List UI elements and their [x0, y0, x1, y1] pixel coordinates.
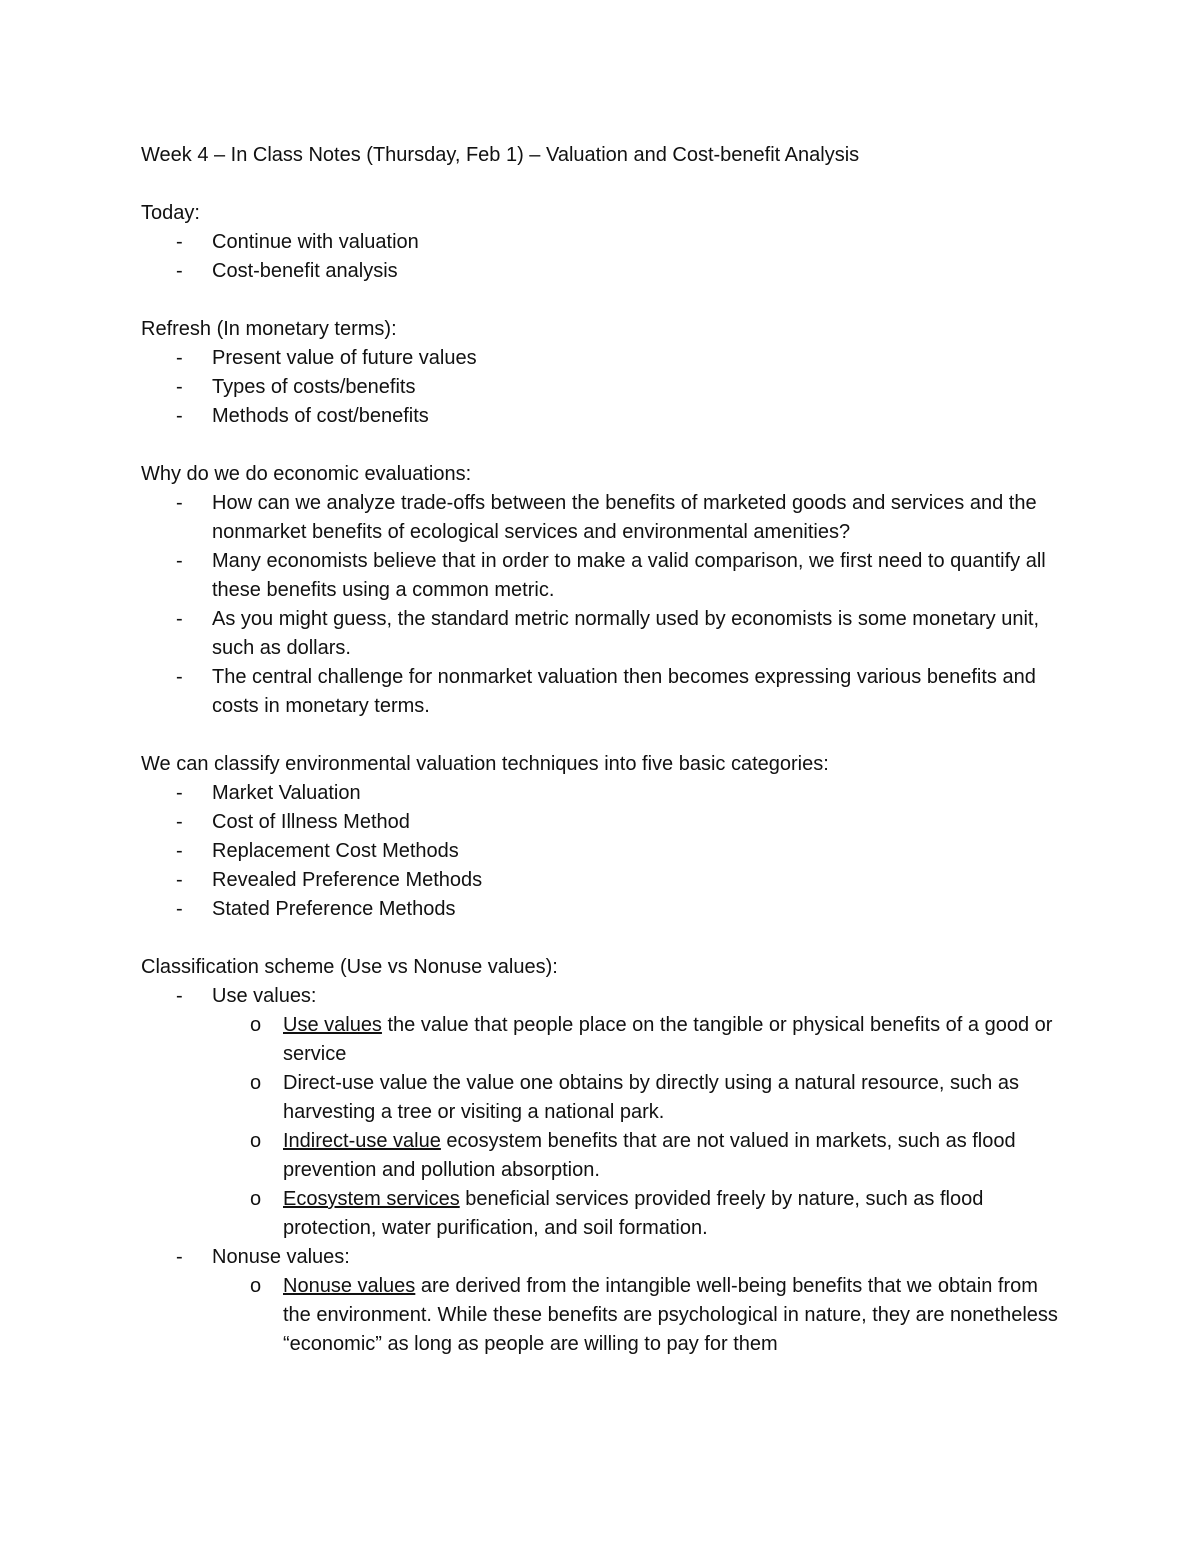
circle-marker: o — [250, 1275, 262, 1297]
dash-marker: - — [176, 405, 183, 427]
sub-list-item — [212, 1272, 1071, 1359]
list-item — [141, 837, 1071, 866]
definition-text: the value that people place on the tangible or physical benefits of a good or service — [283, 1014, 1053, 1065]
list-item-text: Stated Preference Methods — [212, 898, 456, 920]
sub-list-item — [212, 1127, 1071, 1185]
circle-marker: o — [250, 1130, 262, 1152]
list-item — [141, 489, 1071, 547]
why-section — [141, 460, 1071, 721]
list-item-text: Types of costs/benefits — [212, 376, 416, 398]
techniques-heading: We can classify environmental valuation techniques into five basic categories: — [141, 753, 829, 775]
dash-marker: - — [176, 782, 183, 804]
list-item-text: Revealed Preference Methods — [212, 869, 483, 891]
today-section — [141, 199, 1071, 286]
definition-term: Ecosystem services — [283, 1188, 460, 1210]
definition-term: Use values — [283, 1014, 382, 1036]
definition-term: Indirect-use value — [283, 1130, 441, 1152]
list-item-text: Cost of Illness Method — [212, 811, 410, 833]
dash-marker: - — [176, 608, 183, 630]
today-heading: Today: — [141, 202, 200, 224]
list-item-text: The central challenge for nonmarket valuation then becomes expressing various benefits and costs in monetary terms. — [212, 666, 1036, 717]
list-item-use-values — [141, 982, 1071, 1243]
list-item-text: Continue with valuation — [212, 231, 419, 253]
dash-marker: - — [176, 550, 183, 572]
why-heading: Why do we do economic evaluations: — [141, 463, 472, 485]
nonuse-values-label: Nonuse values: — [212, 1246, 350, 1268]
list-item-text: Cost-benefit analysis — [212, 260, 398, 282]
list-item-text: Methods of cost/benefits — [212, 405, 429, 427]
nonuse-values-sublist — [212, 1272, 1071, 1359]
list-item — [141, 344, 1071, 373]
document-title: Week 4 – In Class Notes (Thursday, Feb 1) – Valuation and Cost-benefit Analysis — [141, 144, 860, 166]
list-item — [141, 547, 1071, 605]
sub-list-item — [212, 1185, 1071, 1243]
classification-list — [141, 982, 1071, 1359]
why-list — [141, 489, 1071, 721]
dash-marker: - — [176, 811, 183, 833]
document-page — [141, 141, 1071, 1388]
refresh-list — [141, 344, 1071, 431]
list-item — [141, 779, 1071, 808]
circle-marker: o — [250, 1072, 262, 1094]
list-item-text: Market Valuation — [212, 782, 361, 804]
dash-marker: - — [176, 869, 183, 891]
list-item-nonuse-values — [141, 1243, 1071, 1359]
classification-heading: Classification scheme (Use vs Nonuse values): — [141, 956, 558, 978]
dash-marker: - — [176, 492, 183, 514]
dash-marker: - — [176, 840, 183, 862]
definition-text: ecosystem benefits that are not valued in markets, such as flood prevention and pollution absorption. — [283, 1130, 1016, 1181]
list-item-text: Many economists believe that in order to make a valid comparison, we first need to quantify all these benefits using a common metric. — [212, 550, 1046, 601]
dash-marker: - — [176, 376, 183, 398]
use-values-label: Use values: — [212, 985, 317, 1007]
list-item-text: Replacement Cost Methods — [212, 840, 459, 862]
list-item — [141, 663, 1071, 721]
definition-text: are derived from the intangible well-being benefits that we obtain from the environment. While these benefits are psychological in nature, they are nonetheless “economic” as long as people are willing to pay for them — [283, 1275, 1058, 1355]
definition-term: Nonuse values — [283, 1275, 416, 1297]
dash-marker: - — [176, 1246, 183, 1268]
definition-text: beneficial services provided freely by nature, such as flood protection, water purification, and soil formation. — [283, 1188, 984, 1239]
techniques-list — [141, 779, 1071, 924]
list-item — [141, 228, 1071, 257]
list-item — [141, 808, 1071, 837]
list-item — [141, 257, 1071, 286]
use-values-sublist — [212, 1011, 1071, 1243]
circle-marker: o — [250, 1188, 262, 1210]
list-item-text: As you might guess, the standard metric normally used by economists is some monetary unit, such as dollars. — [212, 608, 1040, 659]
circle-marker: o — [250, 1014, 262, 1036]
list-item — [141, 402, 1071, 431]
sub-list-item — [212, 1011, 1071, 1069]
techniques-section — [141, 750, 1071, 924]
list-item-text: Present value of future values — [212, 347, 477, 369]
classification-section — [141, 953, 1071, 1359]
dash-marker: - — [176, 985, 183, 1007]
list-item — [141, 895, 1071, 924]
list-item — [141, 373, 1071, 402]
dash-marker: - — [176, 260, 183, 282]
today-list — [141, 228, 1071, 286]
list-item — [141, 605, 1071, 663]
dash-marker: - — [176, 231, 183, 253]
list-item-text: How can we analyze trade-offs between the benefits of marketed goods and services and the nonmarket benefits of ecological services and environmental amenities? — [212, 492, 1037, 543]
definition-text: Direct-use value the value one obtains by directly using a natural resource, such as harvesting a tree or visiting a national park. — [283, 1072, 1019, 1123]
list-item — [141, 866, 1071, 895]
dash-marker: - — [176, 666, 183, 688]
refresh-heading: Refresh (In monetary terms): — [141, 318, 397, 340]
refresh-section — [141, 315, 1071, 431]
sub-list-item — [212, 1069, 1071, 1127]
dash-marker: - — [176, 347, 183, 369]
dash-marker: - — [176, 898, 183, 920]
